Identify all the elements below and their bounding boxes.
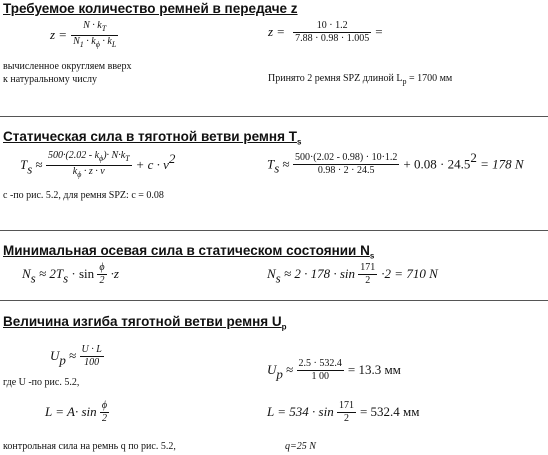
end-text: ·z xyxy=(110,266,119,282)
fraction-numerator: ϕ xyxy=(101,400,108,411)
num-end: )· N·k xyxy=(103,150,126,161)
accepted-sub: p xyxy=(402,77,407,86)
note-control-force: контрольная сила на ремнь q по рис. 5.2, xyxy=(3,441,176,452)
num-text: N · k xyxy=(83,20,102,31)
formula-lhs: N xyxy=(267,266,276,282)
section-heading-belt-deflection xyxy=(3,314,287,332)
heading-text: Минимальная осевая сила в статическом состоянии N xyxy=(3,243,370,258)
result-text: = 178 N xyxy=(476,156,524,172)
approx-sign: ≈ xyxy=(65,348,80,364)
fraction-numerator: 10 · 1.2 xyxy=(293,20,371,33)
formula-lhs: U xyxy=(50,348,60,364)
note-coefficient: с -по рис. 5.2, для ремня SPZ: с = 0.08 xyxy=(3,190,164,201)
fraction-denominator: 100 xyxy=(84,357,100,368)
formula-ts-general xyxy=(20,150,175,181)
tail-text: + c · v xyxy=(135,157,169,173)
formula-lhs: z = xyxy=(50,27,68,43)
divider xyxy=(0,300,548,301)
fraction-denominator: 2 xyxy=(343,413,349,424)
formula-up-general xyxy=(50,344,104,369)
note-rounding: вычисленное округляем вверх xyxy=(3,61,132,72)
formula-ns-general xyxy=(22,262,119,287)
formula-fraction xyxy=(337,400,356,425)
note-natural: к натуральному числу xyxy=(3,74,98,85)
heading-text: Величина изгиба тяготной ветви ремня U xyxy=(3,314,282,329)
den-sub2: ϕ xyxy=(95,40,100,49)
formula-lhs: z = xyxy=(268,24,286,40)
den-sub1: 1 xyxy=(79,40,84,49)
section-heading-axial-force xyxy=(3,243,374,261)
formula-fraction xyxy=(97,262,106,287)
formula-fraction xyxy=(358,262,377,287)
sin-text: · sin xyxy=(68,266,98,282)
fraction-numerator: U · L xyxy=(81,344,102,355)
den-text: k xyxy=(72,166,78,177)
formula-lhs: T xyxy=(267,156,275,172)
lhs-sub: s xyxy=(30,270,36,286)
den-end: · k xyxy=(99,36,112,47)
den-sub: ϕ xyxy=(77,170,82,179)
end-text: ·2 = 710 N xyxy=(381,266,438,282)
equals-sign: = xyxy=(375,24,383,40)
tail-text: + 0.08 · 24.5 xyxy=(403,156,471,172)
heading-text: Требуемое количество ремней в передаче z xyxy=(3,1,298,16)
control-force-value: q=25 N xyxy=(285,441,316,452)
fraction-numerator: 500·(2.02 - 0.98) · 10·1.2 xyxy=(294,152,398,164)
num-sub2: T xyxy=(125,154,130,163)
fraction-numerator: 171 xyxy=(338,400,354,411)
lhs-sub: p xyxy=(276,366,283,382)
heading-sub: s xyxy=(296,137,302,147)
fraction-denominator: 2 xyxy=(99,275,105,286)
fraction-denominator: 7.88 · 0.98 · 1.005 xyxy=(295,33,370,44)
fraction-numerator xyxy=(46,150,132,166)
fraction-numerator: 2.5 · 532.4 xyxy=(298,358,342,369)
result-text: = 13.3 мм xyxy=(347,362,401,378)
body-sub: s xyxy=(63,270,69,286)
den-mid: · k xyxy=(83,36,96,47)
formula-fraction xyxy=(293,152,399,177)
divider xyxy=(0,230,548,231)
lhs-sub: p xyxy=(59,352,66,368)
tail-sup: 2 xyxy=(470,150,477,165)
formula-l-numeric xyxy=(267,400,420,425)
heading-text: Статическая сила в тяготной ветви ремня T xyxy=(3,129,297,144)
fraction-denominator: 2 xyxy=(102,413,107,424)
body-text: ≈ 2 · 178 · sin xyxy=(280,266,359,282)
result-text: = 532.4 мм xyxy=(359,404,420,420)
formula-z-numeric xyxy=(268,20,383,45)
formula-lhs: N xyxy=(22,266,31,282)
accepted-value xyxy=(268,73,452,86)
lhs-sub: s xyxy=(275,270,281,286)
fraction-denominator xyxy=(71,36,118,51)
fraction-denominator: 1 00 xyxy=(311,371,329,382)
fraction-denominator: 0.98 · 2 · 24.5 xyxy=(317,165,375,177)
accepted-text: Принято 2 ремня SPZ длиной L xyxy=(268,73,403,84)
heading-sub: p xyxy=(281,322,287,332)
num-sub: ϕ xyxy=(99,154,104,163)
formula-ts-numeric xyxy=(267,150,524,177)
fraction-denominator: 2 xyxy=(365,275,371,286)
formula-fraction xyxy=(293,20,371,45)
section-heading-belt-count xyxy=(3,1,298,16)
tail-sup: 2 xyxy=(168,150,176,166)
formula-ns-numeric xyxy=(267,262,438,287)
den-sub3: L xyxy=(111,40,117,49)
accepted-end: = 1700 мм xyxy=(406,73,453,84)
lhs-sub: s xyxy=(274,160,280,176)
formula-fraction xyxy=(80,344,104,369)
note-u-source: где U -по рис. 5.2, xyxy=(3,377,80,388)
num-text: 500·(2.02 - k xyxy=(47,150,100,161)
formula-fraction xyxy=(297,358,344,383)
formula-lhs: L = 534 · sin xyxy=(267,404,337,420)
body-text: ≈ 2T xyxy=(35,266,64,282)
fraction-numerator: ϕ xyxy=(99,262,105,273)
formula-lhs: T xyxy=(20,157,28,173)
formula-fraction xyxy=(46,150,132,181)
approx-sign: ≈ xyxy=(32,157,46,173)
lhs-sub: s xyxy=(27,161,33,177)
section-heading-static-force xyxy=(3,129,301,147)
formula-up-numeric xyxy=(267,358,401,383)
fraction-denominator xyxy=(46,166,132,181)
formula-lhs: L = A· sin xyxy=(45,404,100,420)
approx-sign: ≈ xyxy=(279,156,293,172)
formula-l-general xyxy=(45,400,109,425)
fraction-numerator: 171 xyxy=(360,262,376,273)
den-end: · z · v xyxy=(81,166,105,177)
divider xyxy=(0,116,548,117)
approx-sign: ≈ xyxy=(282,362,297,378)
formula-fraction xyxy=(100,400,109,425)
heading-sub: s xyxy=(369,251,375,261)
den-text: N xyxy=(73,36,80,47)
fraction-numerator xyxy=(71,20,118,36)
formula-fraction xyxy=(71,20,118,51)
formula-z-general xyxy=(50,20,118,51)
num-sub: T xyxy=(101,24,107,33)
formula-lhs: U xyxy=(267,362,277,378)
